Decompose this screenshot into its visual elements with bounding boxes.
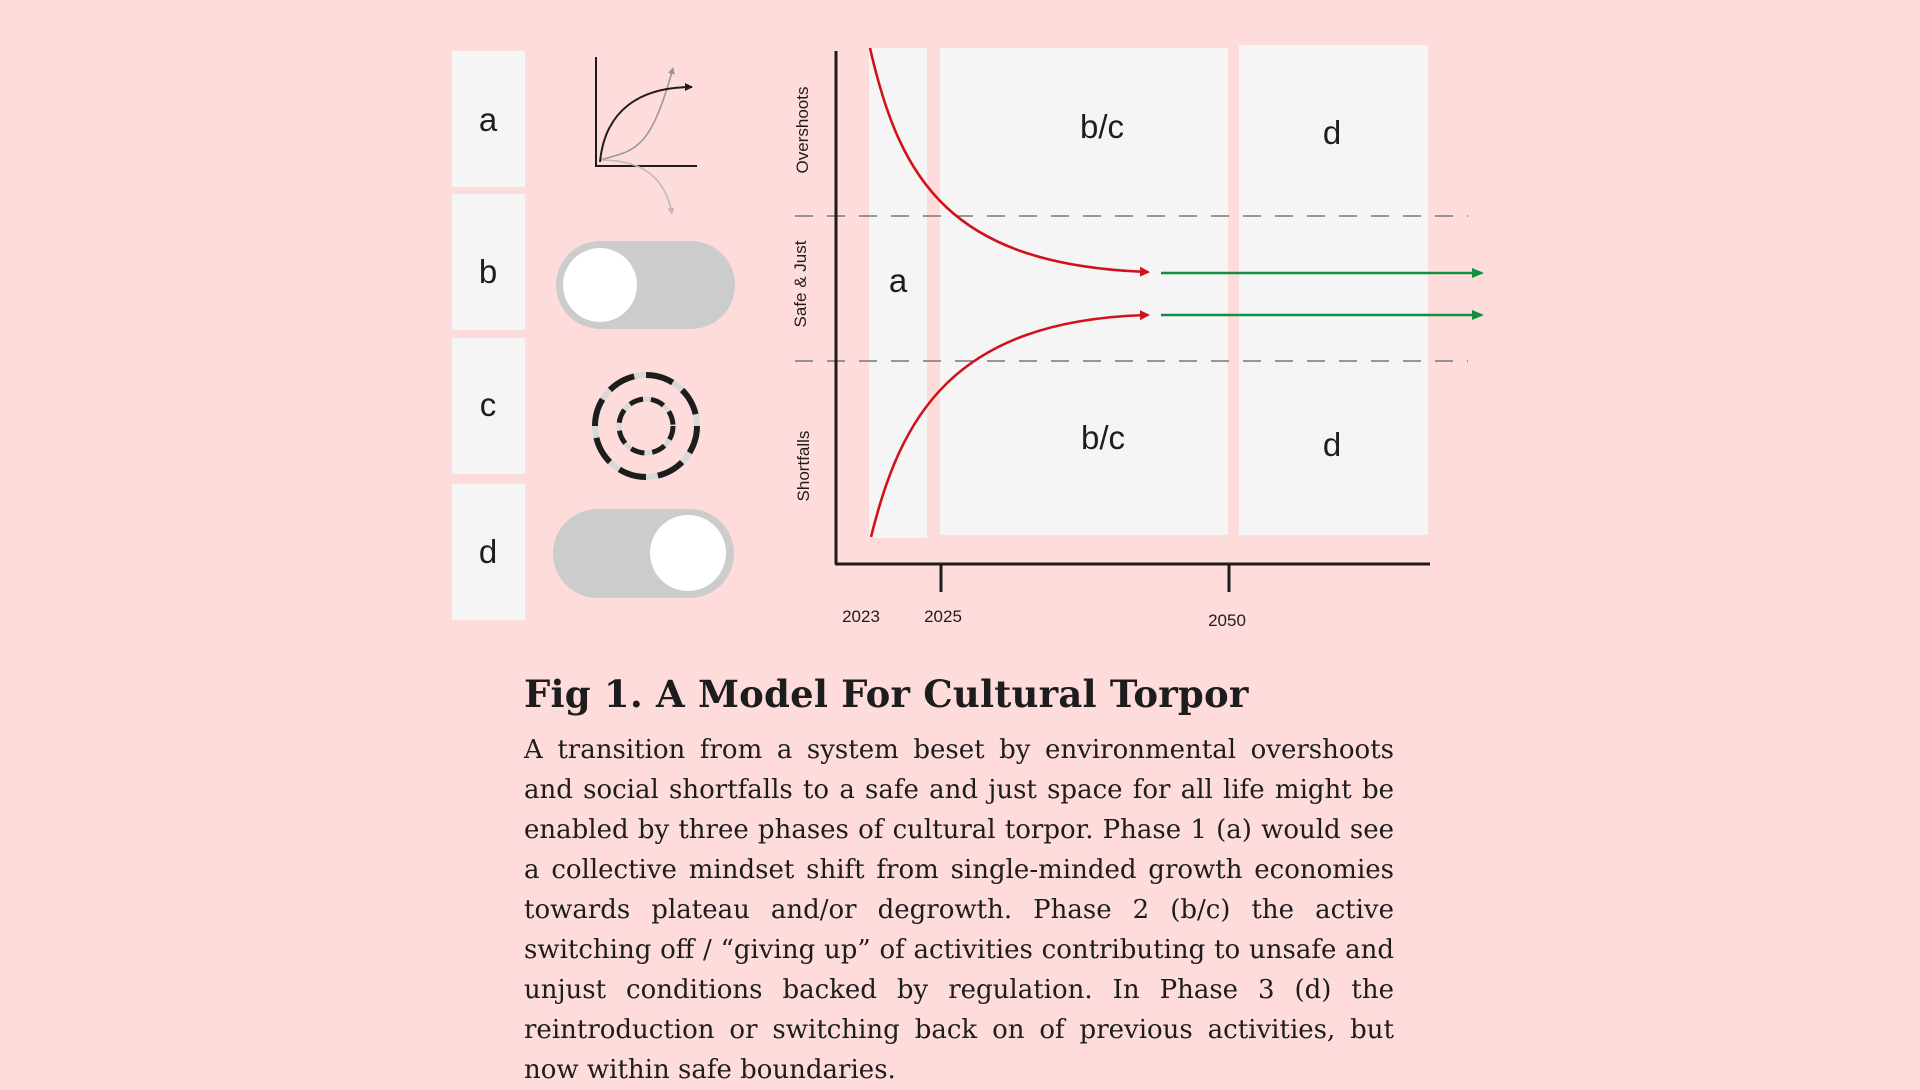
legend-label-b: b <box>478 253 498 290</box>
phase-bc-top-label: b/c <box>1079 108 1125 145</box>
tick-label-2023: 2023 <box>842 607 880 626</box>
tick-label-2025: 2025 <box>924 607 962 626</box>
dashed-rings-icon <box>595 375 697 477</box>
legend-label-c: c <box>479 386 497 423</box>
phase-bc-bottom-label: b/c <box>1080 419 1126 456</box>
caption-body: A transition from a system beset by environmental overshoots and social shortfalls to a safe and just space for all life might be enabled by three phases of cultural torpor. Phase 1 (a) would see a collective mindset shift from single-minded growth economies towards plateau and/or degrowth. Phase 2 (b/c) the active switching off / “giving up” of activities contributing to unsafe and unjust conditions backed by regulation. In Phase 3 (d) the reintroduction or switching back on of previous activities, but now within safe boundaries. <box>524 735 1394 1085</box>
legend-row-b <box>452 194 735 330</box>
phase-d-bottom-label: d <box>1322 426 1342 463</box>
legend-row-c <box>452 338 697 477</box>
caption-title: Fig 1. A Model For Cultural Torpor <box>524 672 1249 716</box>
zone-label-safe-just: Safe & Just <box>791 240 810 328</box>
phase-a-label: a <box>888 262 908 299</box>
zone-label-overshoots: Overshoots <box>793 86 812 174</box>
toggle-off-icon <box>556 241 735 329</box>
toggle-on-icon <box>553 509 734 598</box>
legend-row-a <box>452 51 697 214</box>
phase-d-top-label: d <box>1322 114 1342 151</box>
zone-label-shortfalls: Shortfalls <box>794 430 813 502</box>
legend-label-d: d <box>478 533 498 570</box>
growth-curve-icon <box>596 57 697 214</box>
figure-caption <box>524 672 1394 1090</box>
tick-label-2050: 2050 <box>1208 611 1246 630</box>
legend-label-a: a <box>478 101 498 138</box>
legend-row-d <box>452 484 734 620</box>
